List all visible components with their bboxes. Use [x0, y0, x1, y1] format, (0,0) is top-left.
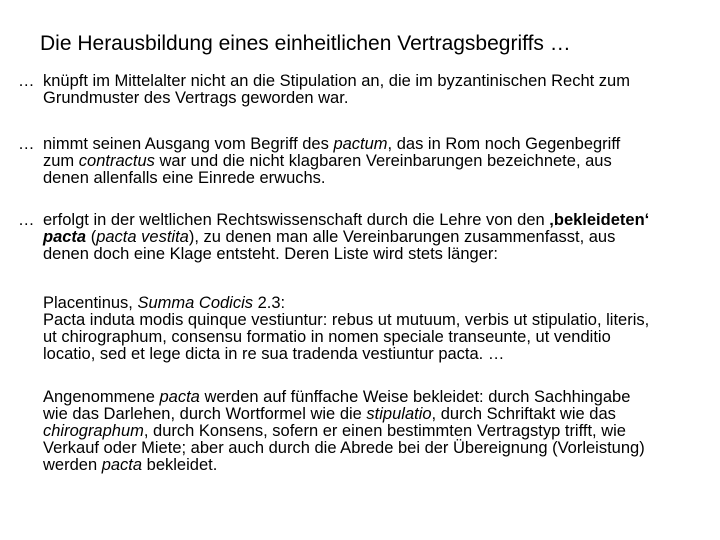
text-line [43, 457, 713, 474]
latin-term-pacta: pacta [159, 388, 200, 406]
translation-block [43, 389, 713, 474]
text-line: Grundmuster des Vertrags geworden war. [43, 89, 349, 107]
quote-reference: 2.3: [253, 294, 286, 312]
bullet-ellipsis: … [18, 211, 35, 229]
text-line: Pacta induta modis quinque vestiuntur: rebus ut mutuum, verbis ut stipulatio, literis, [43, 311, 650, 329]
text-run: wie das Darlehen, durch Wortformel wie die [43, 405, 367, 423]
latin-term-pacta-vestita: pacta vestita [96, 228, 189, 246]
bullet-text [43, 212, 708, 263]
text-run: war und die nicht klagbaren Vereinbarungen bezeichnete, aus [154, 152, 612, 170]
text-run: nimmt seinen Ausgang vom Begriff des [43, 135, 334, 153]
text-line: knüpft im Mittelalter nicht an die Stipulation an, die im byzantinischen Recht zum [43, 72, 630, 90]
text-line [43, 153, 708, 170]
bullet-text [43, 73, 708, 107]
latin-term-chirographum: chirographum [43, 422, 144, 440]
latin-term-pacta: pacta [43, 228, 87, 246]
text-line: denen allenfalls eine Einrede erwuchs. [43, 169, 326, 187]
bold-term: ‚bekleideten‘ [549, 211, 650, 229]
text-line [43, 389, 713, 406]
latin-quote-block [43, 295, 713, 363]
text-line [43, 406, 713, 423]
quote-work-title: Summa Codicis [137, 294, 254, 312]
text-line [43, 136, 708, 153]
bullet-item-3 [18, 212, 708, 263]
bullet-item-2 [18, 136, 708, 187]
text-run: ), zu denen man alle Vereinbarungen zusammenfasst, aus [188, 228, 616, 246]
text-line: locatio, sed et lege dicta in re sua tradenda vestiuntur pacta. … [43, 345, 505, 363]
slide-title: Die Herausbildung eines einheitlichen Vertragsbegriffs … [40, 32, 571, 55]
text-run: zum [43, 152, 79, 170]
text-line [43, 423, 713, 440]
latin-term-pacta: pacta [101, 456, 143, 474]
text-run: werden [43, 456, 102, 474]
text-run: ( [86, 228, 97, 246]
latin-term-pactum: pactum [333, 135, 388, 153]
text-run: , das in Rom noch Gegenbegriff [387, 135, 621, 153]
bullet-ellipsis: … [18, 72, 35, 90]
text-line [43, 229, 708, 246]
latin-term-stipulatio: stipulatio [366, 405, 432, 423]
text-run: , durch Konsens, sofern er einen bestimmten Vertragstyp trifft, wie [143, 422, 626, 440]
text-line: Verkauf oder Miete; aber auch durch die Abrede bei der Übereignung (Vorleistung) [43, 439, 645, 457]
text-run: bekleidet. [142, 456, 218, 474]
quote-author: Placentinus, [43, 294, 138, 312]
bullet-ellipsis: … [18, 135, 35, 153]
text-line: denen doch eine Klage entsteht. Deren Liste wird stets länger: [43, 245, 498, 263]
text-run: erfolgt in der weltlichen Rechtswissenschaft durch die Lehre von den [43, 211, 550, 229]
text-run: werden auf fünffache Weise bekleidet: durch Sachhingabe [199, 388, 631, 406]
quote-citation [43, 295, 713, 312]
latin-term-contractus: contractus [78, 152, 155, 170]
text-line [43, 212, 708, 229]
bullet-item-1 [18, 73, 708, 107]
text-line: ut chirographum, consensu formatio in nomen speciale transeunte, ut venditio [43, 328, 611, 346]
bullet-text [43, 136, 708, 187]
text-run: Angenommene [43, 388, 160, 406]
text-run: , durch Schriftakt wie das [431, 405, 616, 423]
